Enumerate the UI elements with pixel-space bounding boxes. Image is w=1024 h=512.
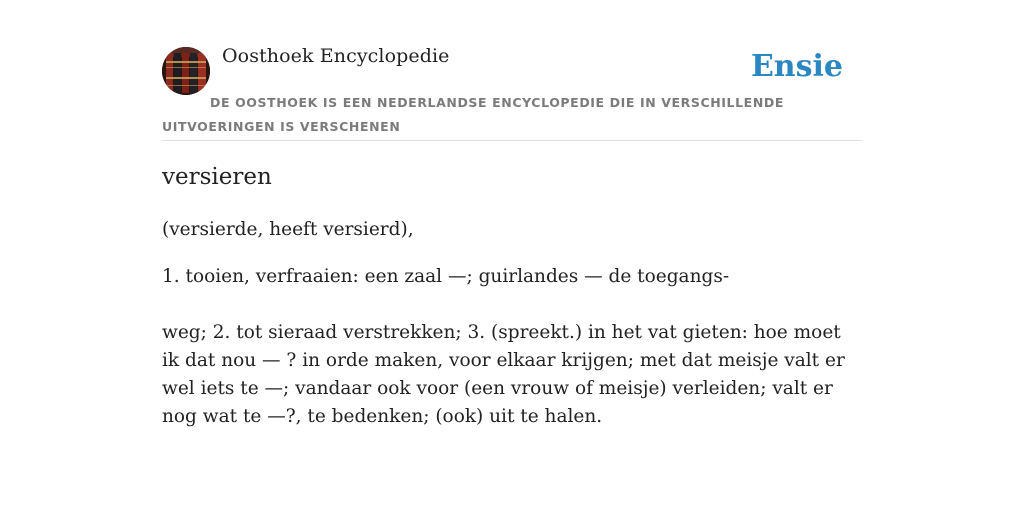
site-tagline: DE OOSTHOEK IS EEN NEDERLANDSE ENCYCLOPEDIE DIE IN VERSCHILLENDE UITVOERINGEN IS VERSCHENEN: [162, 95, 784, 134]
entry-paragraph: weg; 2. tot sieraad verstrekken; 3. (spreekt.) in het vat gieten: hoe moet ik dat nou — ? in orde maken, voor elkaar krijgen; met dat meisje valt er wel iets te —; vandaar ook voor (een vrouw of meisje) verleiden; valt er nog wat te —?, te bedenken; (ook) uit te halen.: [162, 322, 845, 427]
site-header: [162, 44, 862, 141]
entry-paragraph: 1. tooien, verfraaien: een zaal —; guirlandes — de toegangs-: [162, 266, 730, 287]
entry-card: [162, 44, 862, 427]
entry-headword: versieren: [162, 164, 272, 190]
brand-logo-link[interactable]: Ensie: [750, 49, 843, 84]
encyclopedia-books-icon[interactable]: [162, 47, 210, 95]
entry-paragraph: (versierde, heeft versierd),: [162, 219, 414, 240]
site-title[interactable]: Oosthoek Encyclopedie: [222, 45, 450, 67]
